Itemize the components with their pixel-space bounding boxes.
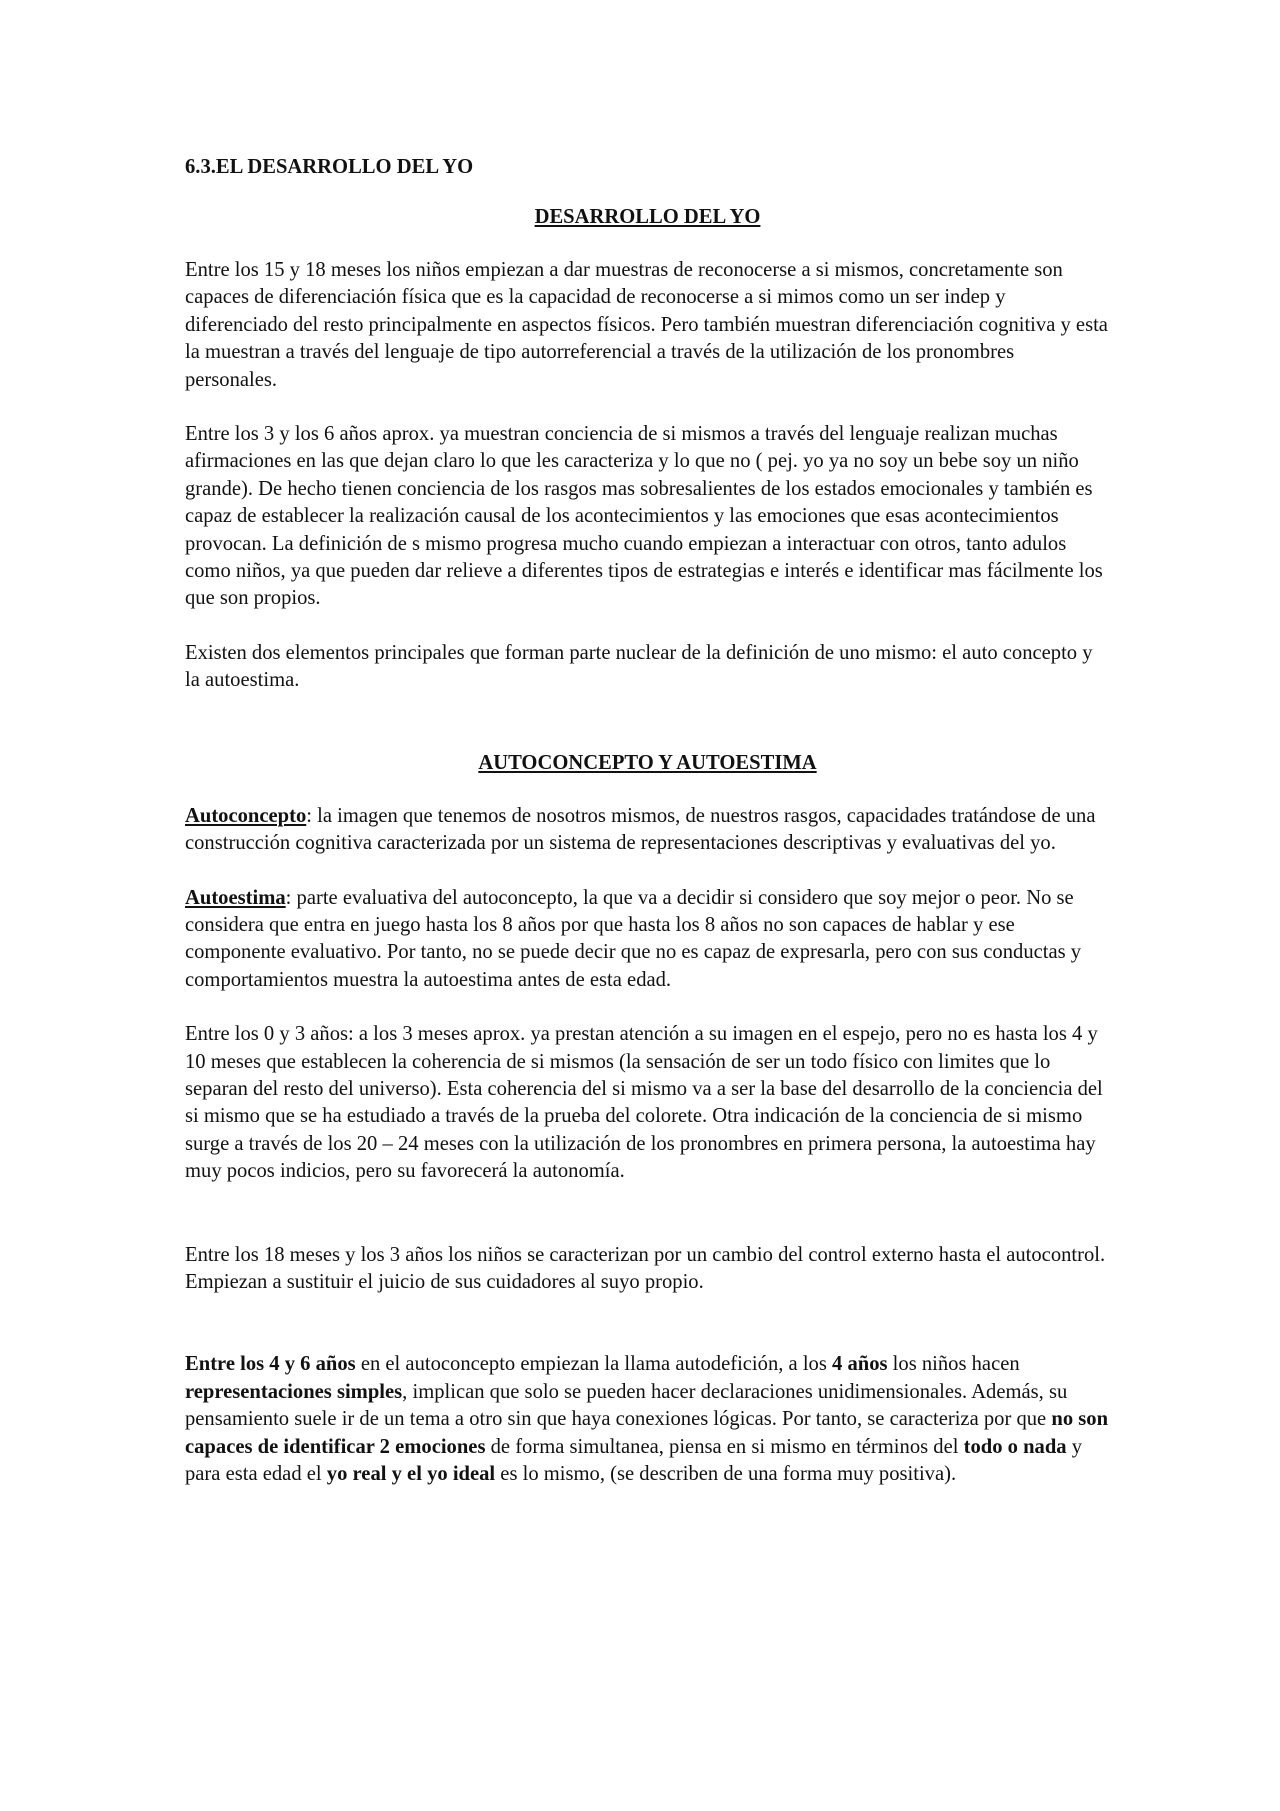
paragraph-autoconcepto	[185, 803, 1110, 858]
bold-text: representaciones simples	[185, 1380, 403, 1403]
plain-text: de forma simultanea, piensa en si mismo en términos del	[485, 1435, 964, 1458]
paragraph-autoestima	[185, 885, 1110, 995]
plain-text: y para esta edad el	[185, 1435, 1083, 1485]
definition-autoestima: : parte evaluativa del autoconcepto, la que va a decidir si considero que soy mejor o peor. No se considera que entra en juego hasta los 8 años por que hasta los 8 años no son capaces de hablar y ese componente evaluativo. Por tanto, no se puede decir que no es capaz de expresarla, pero con sus conductas y comportamientos muestra la autoestima antes de esta edad.	[185, 886, 1082, 991]
bold-text: todo o nada	[963, 1435, 1067, 1458]
bold-text: yo real y el yo ideal	[326, 1463, 496, 1485]
plain-text: en el autoconcepto empiezan la llama autodefición, a los	[355, 1353, 833, 1376]
section-heading: 6.3.EL DESARROLLO DEL YO	[185, 156, 474, 178]
bold-text: no son capaces de identificar 2 emociones	[185, 1408, 1109, 1458]
plain-text: , implican que solo se pueden hacer declaraciones unidimensionales. Además, su pensamiento suele ir de un tema a otro sin que haya conexiones lógicas. Por tanto, se caracteriza por que	[185, 1380, 1068, 1431]
paragraph-2: Entre los 3 y los 6 años aprox. ya muestran conciencia de si mismos a través del lenguaje realizan muchas afirmaciones en las que dejan claro lo que les caracteriza y lo que no ( pej. yo ya no soy un bebe soy un niño grande). De hecho tienen conciencia de los rasgos mas sobresalientes de los estados emocionales y también es capaz de establecer la realización causal de los acontecimientos y las emociones que esas acontecimientos provocan. La definición de s mismo progresa mucho cuando empiezan a interactuar con otros, tanto adulos como niños, ya que pueden dar relieve a diferentes tipos de estrategias e interés e identificar mas fácilmente los que son propios.	[185, 423, 1103, 610]
title-autoconcepto-autoestima: AUTOCONCEPTO Y AUTOESTIMA	[478, 751, 817, 774]
paragraph-4: Entre los 0 y 3 años: a los 3 meses aprox. ya prestan atención a su imagen en el espejo, pero no es hasta los 4 y 10 meses que establecen la coherencia de si mismos (la sensación de ser un todo físico con limites que lo separan del resto del universo). Esta coherencia del si mismo va a ser la base del desarrollo de la conciencia del si mismo que se ha estudiado a través de la prueba del colorete. Otra indicación de la conciencia de si mismo surge a través de los 20 – 24 meses con la utilización de los pronombres en primera persona, la autoestima hay muy pocos indicios, pero su favorecerá la autonomía.	[185, 1023, 1103, 1183]
bold-text: 4 años	[832, 1353, 888, 1376]
paragraph-5: Entre los 18 meses y los 3 años los niños se caracterizan por un cambio del control externo hasta el autocontrol. Empiezan a sustituir el juicio de sus cuidadores al suyo propio.	[185, 1243, 1106, 1293]
paragraph-1: Entre los 15 y 18 meses los niños empiezan a dar muestras de reconocerse a si mismos, concretamente son capaces de diferenciación física que es la capacidad de reconocerse a si mimos como un ser indep y diferenciado del resto principalmente en aspectos físicos. Pero también muestran diferenciación cognitiva y esta la muestran a través del lenguaje de tipo autorreferencial a través de la utilización de los pronombres personales.	[185, 259, 1108, 391]
paragraph-6	[185, 1351, 1110, 1488]
term-autoconcepto: Autoconcepto	[185, 804, 307, 827]
paragraph-3: Existen dos elementos principales que forman parte nuclear de la definición de uno mismo: el auto concepto y la autoestima.	[185, 641, 1093, 692]
plain-text: los niños hacen	[887, 1353, 1020, 1376]
title-desarrollo-del-yo: DESARROLLO DEL YO	[534, 206, 761, 228]
term-autoestima: Autoestima	[185, 886, 286, 909]
plain-text: es lo mismo, (se describen de una forma muy positiva).	[495, 1463, 957, 1485]
definition-autoconcepto: : la imagen que tenemos de nosotros mismos, de nuestros rasgos, capacidades tratándose de una construcción cognitiva caracterizada por un sistema de representaciones descriptivas y evaluativas del yo.	[185, 804, 1096, 855]
bold-text: Entre los 4 y 6 años	[185, 1353, 356, 1376]
